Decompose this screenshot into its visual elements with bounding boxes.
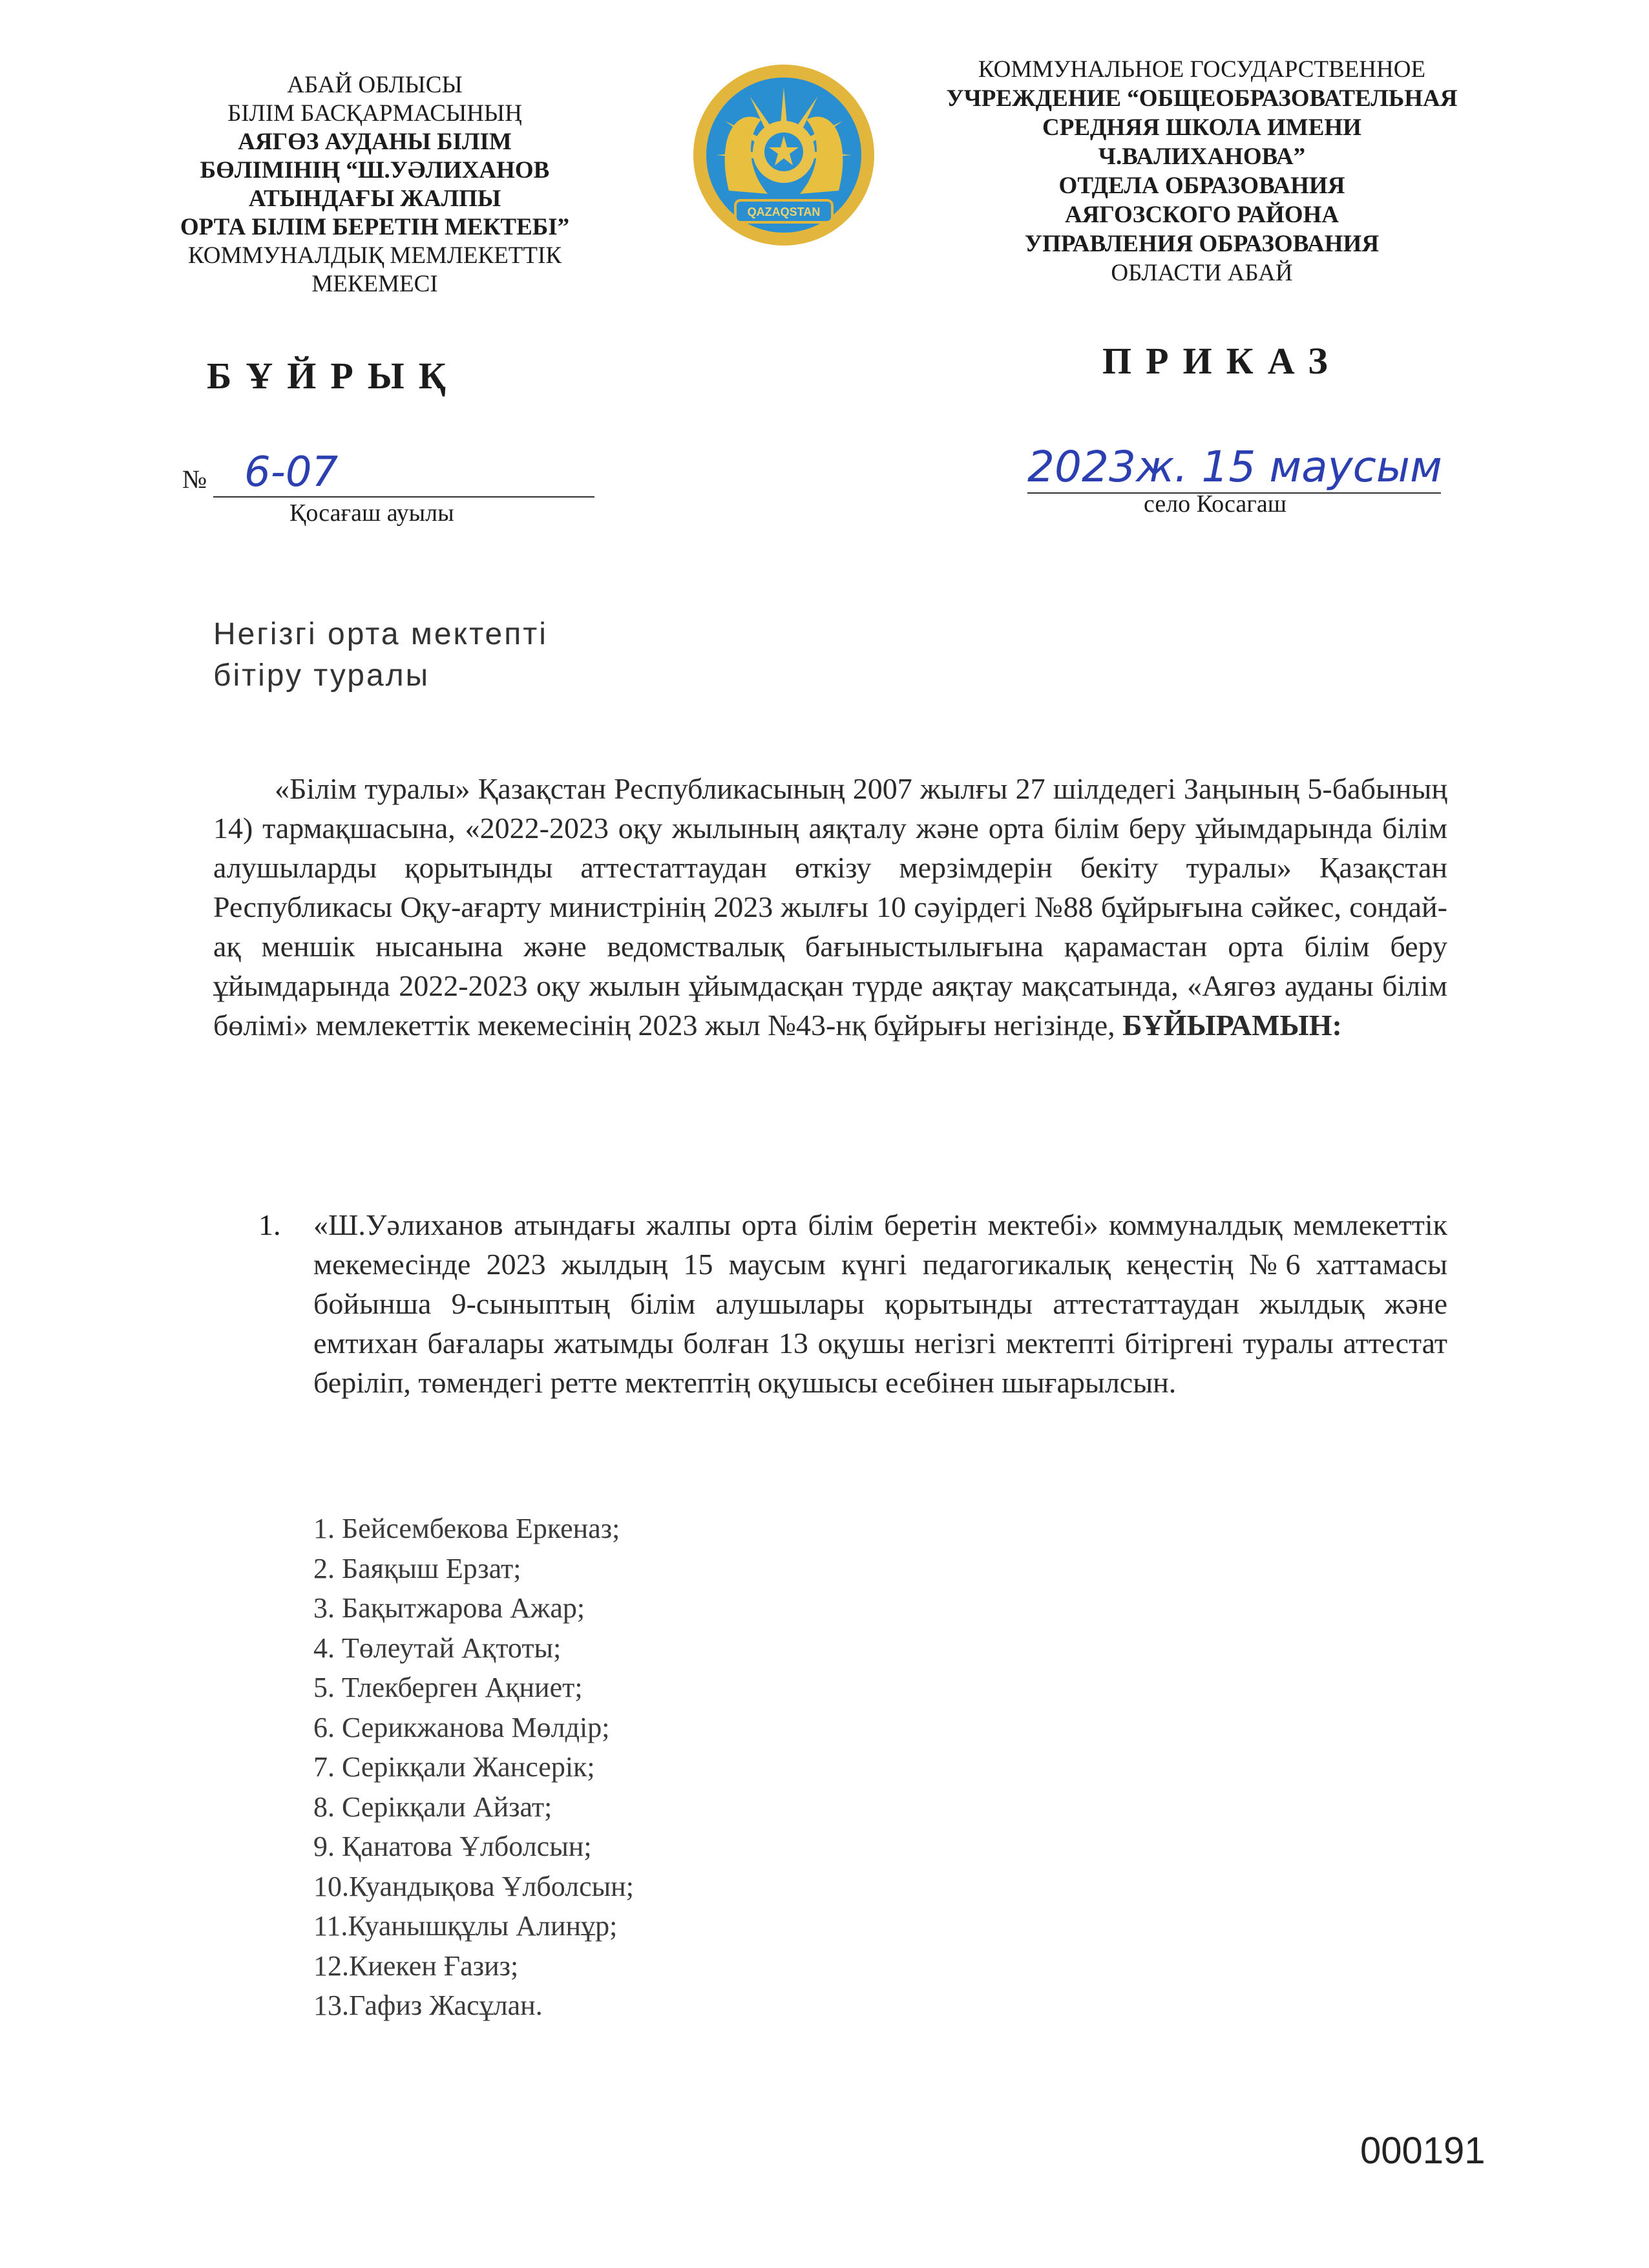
header-right-line: СРЕДНЯЯ ШКОЛА ИМЕНИ [1042, 114, 1361, 141]
header-left-line: АЯГӨЗ АУДАНЫ БІЛІМ [238, 129, 512, 155]
student-list-item: 4. Төлеутай Ақтоты; [313, 1632, 562, 1664]
state-emblem-icon [690, 61, 877, 249]
header-left-line: КОММУНАЛДЫҚ МЕМЛЕКЕТТІК [187, 242, 562, 269]
title-russian: ПРИКАЗ [1102, 340, 1342, 382]
student-list-item: 11.Куанышқұлы Алинұр; [313, 1910, 618, 1942]
student-list-item: 9. Қанатова Ұлболсын; [313, 1831, 592, 1862]
title-kazakh: БҰЙРЫҚ [207, 355, 460, 397]
header-right-line: КОММУНАЛЬНОЕ ГОСУДАРСТВЕННОЕ [978, 56, 1426, 83]
student-list-item: 10.Куандықова Ұлболсын; [313, 1870, 634, 1902]
subject-line: Негізгі орта мектепті [213, 617, 548, 651]
emblem-text: QAZAQSTAN [747, 205, 821, 218]
student-list-item: 12.Киекен Ғазиз; [313, 1949, 519, 1982]
student-list-item: 6. Серикжанова Мөлдір; [313, 1711, 610, 1743]
student-list-item: 3. Бақытжарова Ажар; [313, 1592, 585, 1624]
order-number-label: № [182, 465, 207, 494]
student-list [313, 1509, 634, 2026]
student-list-item: 5. Тлекберген Ақниет; [313, 1672, 583, 1703]
header-left-kazakh [162, 71, 588, 299]
preamble-order-word: БҰЙЫРАМЫН: [1122, 1009, 1342, 1042]
header-right-line: УЧРЕЖДЕНИЕ “ОБЩЕОБРАЗОВАТЕЛЬНАЯ [946, 85, 1458, 112]
header-right-line: АЯГОЗСКОГО РАЙОНА [1064, 202, 1339, 228]
student-list-item: 13.Гафиз Жасұлан. [313, 1990, 543, 2021]
header-right-line: Ч.ВАЛИХАНОВА” [1098, 143, 1306, 170]
document-serial-number: 000191 [1360, 2130, 1486, 2172]
header-left-line: МЕКЕМЕСІ [311, 271, 438, 297]
order-number-handwritten: 6-07 [244, 448, 339, 496]
header-left-line: БІЛІМ БАСҚАРМАСЫНЫҢ [227, 100, 522, 127]
header-right-line: УПРАВЛЕНИЯ ОБРАЗОВАНИЯ [1024, 231, 1380, 257]
preamble-text: «Білім туралы» Қазақстан Республикасының 2007 жылғы 27 шілдедегі Заңының 5-бабының 14) тармақшасына, «2022-2023 оқу жылының аяқталу және орта білім беру ұйымдарында білім алушыларды қорытынды аттестаттаудан өткізу мерзімдерін бекіту туралы» Қазақстан Республикасы Оқу-ағарту министрінің 2023 жылғы 10 сәуірдегі №88 бұйрығына сәйкес, сондай-ақ меншік нысанына және ведомствалық бағыныстылығына қарамастан орта білім беру ұйымдарында 2022-2023 оқу жылын ұйымдасқан түрде аяқтау мақсатында, «Аягөз ауданы білім бөлімі» мемлекеттік мекемесінің 2023 жыл №43-нқ бұйрығы негізінде, [213, 772, 1447, 1042]
item-number: 1. [258, 1208, 281, 1241]
subject-line: бітіру туралы [213, 658, 430, 693]
place-russian: село Косагаш [1144, 490, 1287, 518]
header-right-russian [918, 55, 1486, 288]
preamble-paragraph [213, 769, 1447, 1045]
order-subject [213, 614, 548, 697]
order-date-handwritten: 2023ж. 15 маусым [1027, 442, 1442, 492]
header-right-line: ОТДЕЛА ОБРАЗОВАНИЯ [1058, 173, 1345, 199]
header-left-line: АБАЙ ОБЛЫСЫ [287, 72, 463, 98]
header-right-line: ОБЛАСТИ АБАЙ [1111, 260, 1293, 286]
header-left-line: АТЫНДАҒЫ ЖАЛПЫ [248, 185, 501, 212]
header-left-line: ОРТА БІЛІМ БЕРЕТІН МЕКТЕБІ” [180, 214, 570, 240]
student-list-item: 1. Бейсембекова Еркеназ; [313, 1513, 620, 1544]
header-left-line: БӨЛІМІНІҢ “Ш.УӘЛИХАНОВ [200, 157, 550, 184]
student-list-item: 2. Баяқыш Ерзат; [313, 1552, 521, 1584]
place-kazakh: Қосағаш ауылы [289, 499, 454, 527]
student-list-item: 8. Серікқали Айзат; [313, 1790, 552, 1823]
item-text: «Ш.Уәлиханов атындағы жалпы орта білім беретін мектебі» коммуналдық мемлекеттік мекемесінде 2023 жылдың 15 маусым күнгі педагогикалық кеңестің №6 хаттамасы бойынша 9-сыныптың білім алушылары қорытынды аттестаттаудан жылдық және емтихан бағалары жатымды болған 13 оқушы негізгі мектепті бітіргені туралы аттестат беріліп, төмендегі ретте мектептің оқушысы есебінен шығарылсын. [313, 1208, 1447, 1399]
student-list-item: 7. Серікқали Жансерік; [313, 1751, 595, 1783]
order-number-underline [213, 496, 594, 498]
